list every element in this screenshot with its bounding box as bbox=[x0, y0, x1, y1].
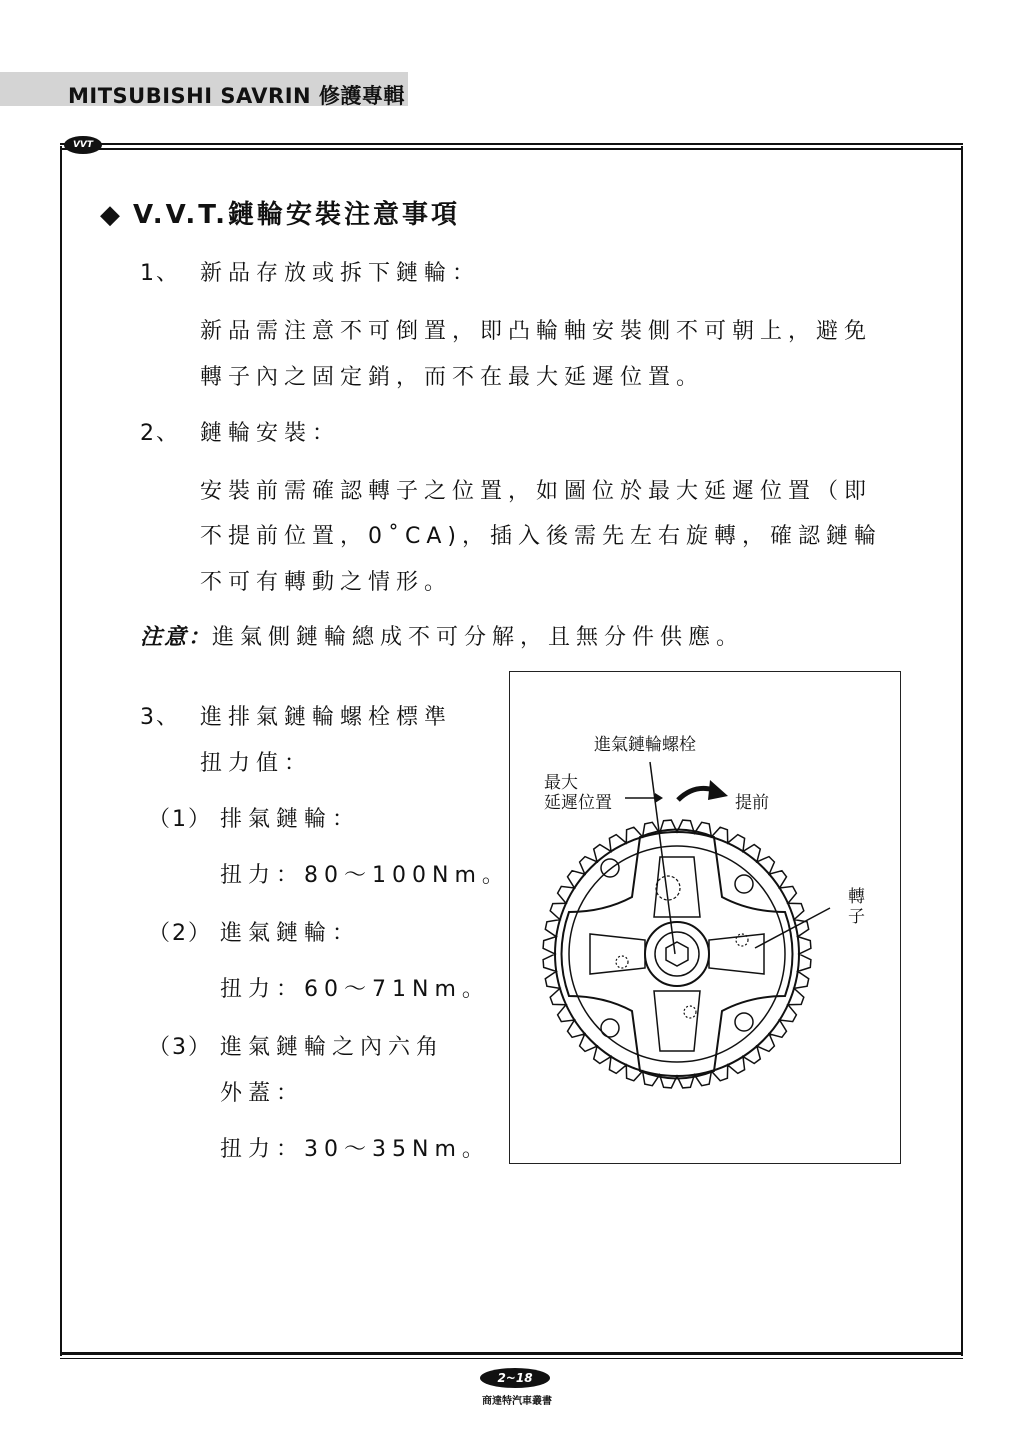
subitem-3-name-line-2: 外蓋： bbox=[220, 1081, 305, 1106]
item-2-line-2: 不提前位置，0˚CA)，插入後需先左右旋轉，確認鏈輪 bbox=[200, 524, 882, 549]
sprocket-diagram bbox=[510, 672, 900, 1163]
item-1-line-1: 新品需注意不可倒置，即凸輪軸安裝側不可朝上，避免 bbox=[200, 319, 873, 344]
top-rule bbox=[60, 143, 963, 145]
subitem-2-index: （2） bbox=[148, 921, 212, 946]
max-retard-arrowhead-icon bbox=[655, 793, 663, 803]
label-max-retard-line-1: 最大 bbox=[544, 773, 578, 793]
note-label: 注意： bbox=[140, 625, 213, 650]
label-rotor-line-1: 轉 bbox=[848, 887, 865, 907]
subitem-2-torque: 扭力：60～71Nm。 bbox=[220, 977, 490, 1002]
sprocket-drawing bbox=[543, 820, 811, 1088]
note-text: 進氣側鏈輪總成不可分解，且無分件供應。 bbox=[212, 625, 745, 650]
bottom-rule-secondary bbox=[60, 1358, 963, 1359]
subitem-1-torque: 扭力：80～100Nm。 bbox=[220, 863, 510, 888]
header-title: MITSUBISHI SAVRIN 修護專輯 bbox=[68, 84, 405, 108]
rotor-vane-bottom bbox=[654, 991, 700, 1051]
oil-port bbox=[616, 956, 628, 968]
page-number-badge: 2~18 bbox=[480, 1368, 550, 1388]
frame-left-border bbox=[60, 146, 62, 1356]
item-3-number: 3、 bbox=[140, 705, 180, 730]
bolt-hole bbox=[601, 1019, 619, 1037]
item-2-line-3: 不可有轉動之情形。 bbox=[200, 570, 453, 595]
advance-arrowhead-icon bbox=[708, 780, 728, 800]
publisher-mark: 商達特汽車叢書 bbox=[482, 1396, 552, 1407]
bolt-hole bbox=[735, 1013, 753, 1031]
label-rotor-line-2: 子 bbox=[848, 907, 865, 927]
top-rule-secondary bbox=[60, 148, 963, 150]
section-title-text: V.V.T.鏈輪安裝注意事項 bbox=[133, 200, 460, 230]
item-3-heading-line-2: 扭力值： bbox=[200, 751, 313, 776]
item-3-heading-line-1: 進排氣鏈輪螺栓標準 bbox=[200, 705, 453, 730]
subitem-3-torque: 扭力：30～35Nm。 bbox=[220, 1137, 490, 1162]
frame-right-border bbox=[961, 146, 963, 1356]
rotor-vane-top bbox=[654, 857, 700, 917]
subitem-1-name: 排氣鏈輪： bbox=[220, 807, 361, 832]
label-advance: 提前 bbox=[735, 793, 769, 813]
note bbox=[140, 620, 744, 651]
subitem-3-index: （3） bbox=[148, 1035, 212, 1060]
item-2-number: 2、 bbox=[140, 421, 180, 446]
sprocket-teeth bbox=[543, 820, 811, 1088]
hub-inner bbox=[655, 932, 699, 976]
subitem-2-name: 進氣鏈輪： bbox=[220, 921, 361, 946]
item-2-heading: 鏈輪安裝： bbox=[200, 421, 341, 446]
bolt-hole bbox=[735, 875, 753, 893]
item-1-number: 1、 bbox=[140, 261, 180, 286]
rotor-housing bbox=[562, 830, 793, 1079]
rotor-vane-left bbox=[590, 934, 645, 974]
subitem-3-name: 進氣鏈輪之內六角 bbox=[220, 1035, 445, 1060]
oil-port bbox=[684, 1006, 696, 1018]
sprocket-figure bbox=[509, 671, 901, 1164]
bottom-rule bbox=[60, 1352, 963, 1355]
label-intake-bolt: 進氣鏈輪螺栓 bbox=[594, 735, 696, 755]
sprocket-teeth-outline bbox=[543, 820, 811, 1088]
item-2-line-1: 安裝前需確認轉子之位置，如圖位於最大延遲位置（即 bbox=[200, 479, 873, 504]
item-1-heading: 新品存放或拆下鏈輪： bbox=[200, 261, 481, 286]
subitem-1-index: （1） bbox=[148, 807, 212, 832]
diamond-bullet-icon: ◆ bbox=[100, 200, 123, 230]
section-title bbox=[100, 194, 460, 231]
hex-bolt-icon bbox=[666, 942, 688, 966]
sprocket-rim bbox=[555, 832, 799, 1076]
vvt-logo-badge: VVT bbox=[64, 136, 102, 154]
item-1-line-2: 轉子內之固定銷，而不在最大延遲位置。 bbox=[200, 365, 705, 390]
bolt-hole bbox=[601, 859, 619, 877]
rotor-vane-right bbox=[709, 934, 764, 974]
label-max-retard-line-2: 延遲位置 bbox=[544, 793, 612, 813]
